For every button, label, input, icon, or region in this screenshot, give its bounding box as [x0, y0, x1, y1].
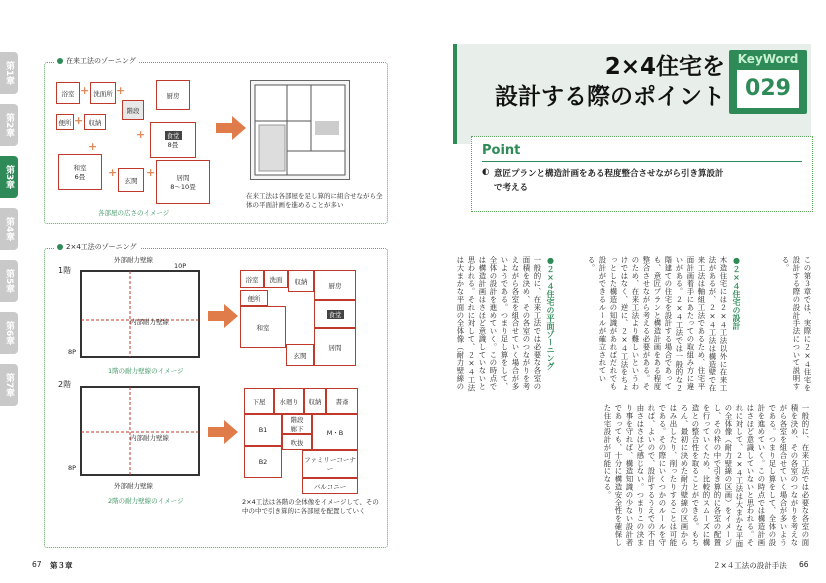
zoning-2x4-title-text: 2×4工法のゾーニング [66, 243, 137, 251]
point-box [471, 136, 813, 212]
f2-mb: M・B [312, 414, 358, 450]
dim-8p-2: 8P [68, 464, 77, 472]
plus-icon: + [108, 166, 118, 179]
tab-chapter-6[interactable]: 第6章 [0, 312, 18, 354]
f2-b2: B2 [244, 446, 282, 478]
heading-zoning: ●２×４住宅の平面ゾーニング [546, 256, 555, 370]
room-living-label: 居間 [176, 174, 190, 182]
left-footer-chapter: 第３章 [50, 561, 73, 570]
arrow-right-icon [208, 420, 238, 444]
keyword-number: 029 [737, 70, 799, 108]
f1-kitchen: 厨房 [314, 270, 356, 300]
bullet-icon [57, 244, 63, 250]
inner-wall-label-1: 内部耐力壁線 [130, 318, 169, 326]
body-zoning-part1: 一般的に、在来工法では必要な各室の面積を決め、その各室のつながりを考えながら各室を組合せていく場合が多いようである。つまり足し算をして、全体の設計を進めていく。この時点では構造計画はさほど意識していないと思われる。それに対して、２×４工法は大まかな平面の全体像（耐力壁線の [456, 256, 542, 392]
f2-hall-label: 廊下 [290, 425, 304, 433]
heading-2x4-design: ●２×４住宅の設計 [732, 256, 741, 330]
room-bath: 浴室 [56, 82, 80, 104]
room-washroom: 洗面所 [90, 82, 116, 104]
point-bullet-icon: ◐ [482, 167, 490, 177]
tab-chapter-4[interactable]: 第4章 [0, 208, 18, 250]
f1-storage: 収納 [288, 270, 314, 292]
f2-balcony: バルコニー [302, 478, 358, 494]
room-entrance: 玄関 [118, 168, 144, 192]
f1-entrance: 玄関 [286, 344, 314, 366]
bullet-icon [57, 58, 63, 64]
point-text-line1: 意匠プランと構造計画をある程度整合させながら引き算設計 [494, 169, 724, 179]
body-2x4-design: 木造住宅には２×４工法以外に在来工法があるが、２×４工法は構造壁で在来工法は軸組工法であるため、住宅平面計画着手にあたっての取組み方に違いがある。２×４工法では一般的な２階建ての住宅を設計する場合であっても、意匠プランと構造計画をある程度整合させながら考える必要がある。そのため、在来工法より難しいというわけではなく、逆に、２×４工法をちょっとした構造の知識があればだれでも設計ができるルールが確立されている。 [587, 256, 728, 392]
body-zoning-continued: 一般的に、在来工法では必要な各室の面積を決め、その各室のつながりを考えながら各室を組合せていく場合が多いようである。つまり足し算をして、全体の設計を進めていく。この時点では構造計画はさほど意識していないと思われる。それに対して、２×４工法は大まかな平面の全体像（耐力壁線の区画）をイメージし、その枠の中で引き算的に各室の配置を行っていくため、比較的スムーズに構造との整合性を取ることができる。もちろん、最初に決めた耐力壁線の区画からはみ出したり、削ったりすることは可能である。その際にいくつかのルールを守れば、よいので、設計するうえでの不自由さはさほど感じない。つまりこの決まり事を守れば、構造知識の少ない設計者であっても、十分に構造安全性を確保した住宅設計が可能になる。 [603, 404, 810, 548]
tab-chapter-3[interactable]: 第3章 [0, 156, 18, 198]
plus-icon: + [74, 114, 84, 127]
room-japanese [58, 154, 102, 190]
f1-living: 居間 [314, 328, 356, 366]
floor1-caption: 1階の耐力壁線のイメージ [108, 367, 184, 375]
traditional-plan-drawing [250, 80, 350, 180]
left-page [18, 0, 410, 583]
arrow-right-icon [216, 116, 246, 140]
floor2-wall-diagram [80, 386, 200, 478]
f2-water: 水廻り [274, 388, 304, 414]
zoning-2x4-caption: 2×4工法は各階の全体像をイメージして、その中の中で引き算的に各部屋を配置していく [242, 498, 379, 515]
tab-chapter-5[interactable]: 第5章 [0, 260, 18, 302]
page-title-line2: 設計する際のポイント [495, 84, 725, 110]
zoning-traditional-title-text: 在来工法のゾーニング [66, 57, 136, 65]
floor1-label: 1階 [58, 266, 72, 275]
room-japanese-size: 6畳 [74, 173, 86, 181]
page-title-line1: 2×4住宅を [604, 54, 725, 80]
f1-dining-label: 食堂 [328, 310, 342, 319]
traditional-plan-lines [251, 81, 349, 179]
f1-toilet: 便所 [240, 290, 268, 306]
point-divider [482, 161, 802, 162]
room-living [156, 160, 210, 204]
tab-chapter-2[interactable]: 第2章 [0, 104, 18, 146]
inner-wall-label-2: 内部耐力壁線 [130, 434, 169, 442]
zoning-2x4-title [54, 242, 140, 252]
zoning-traditional-caption: 在来工法は各部屋を足し算的に組合せながら全体の平面計画を進めることが多い [246, 192, 383, 209]
title-accent-bar [453, 44, 457, 144]
room-dining-label: 食堂 [166, 132, 180, 140]
keyword-badge [729, 50, 807, 114]
plus-icon: + [88, 140, 98, 153]
zoning-traditional-title [54, 56, 139, 66]
f1-japanese: 和室 [240, 306, 286, 348]
dim-10p-1: 10P [174, 262, 187, 270]
f2-family: ファミリーコーナー [302, 450, 358, 478]
plus-icon: + [146, 166, 156, 179]
dim-8p-1: 8P [68, 348, 77, 356]
f2-storage: 収納 [304, 388, 326, 414]
room-dining [150, 122, 196, 158]
f2-b1: B1 [244, 414, 282, 446]
plus-icon: + [136, 128, 146, 141]
floor2-label: 2階 [58, 380, 72, 389]
f2-well: 吹抜 [282, 434, 312, 450]
f1-bath: 浴室 [240, 270, 264, 288]
room-japanese-label: 和室 [73, 164, 87, 172]
zoning-traditional-caption-green: 各部屋の広さのイメージ [98, 209, 170, 217]
point-label: Point [482, 143, 521, 158]
room-kitchen: 厨房 [156, 80, 190, 110]
left-page-number: 67 [32, 560, 42, 569]
f2-stairs-label: 階段 [290, 416, 304, 424]
floor1-wall-diagram [80, 270, 200, 360]
room-living-size: 8～10畳 [170, 183, 196, 191]
arrow-right-icon [208, 304, 238, 328]
right-page-number: 66 [799, 560, 809, 569]
room-stairs: 階段 [122, 100, 144, 120]
f2-stairs [282, 414, 312, 434]
plus-icon: + [80, 84, 90, 97]
floor2-caption: 2階の耐力壁線のイメージ [108, 497, 184, 505]
keyword-label: KeyWord [737, 52, 799, 66]
room-dining-size: 8畳 [167, 141, 179, 149]
tab-chapter-1[interactable]: 第1章 [0, 52, 18, 94]
f2-study: 書斎 [326, 388, 358, 414]
right-footer-chapter-title: ２×４工法の設計手法 [713, 561, 787, 570]
room-storage: 収納 [84, 114, 106, 130]
right-page [413, 0, 826, 583]
room-toilet: 便所 [56, 114, 74, 130]
tab-chapter-7[interactable]: 第7章 [0, 364, 18, 406]
outer-wall-label-2: 外部耐力壁線 [114, 482, 153, 490]
body-intro: この第３章では、実際に２×４住宅を設計する際の設計手法について説明する。 [781, 256, 812, 392]
outer-wall-label-1: 外部耐力壁線 [114, 256, 153, 264]
f1-wash: 洗面 [264, 270, 288, 288]
f1-dining [314, 300, 356, 328]
f2-bedroom: 下屋 [244, 388, 274, 414]
point-text-line2: で考える [494, 183, 529, 193]
plus-icon: + [116, 84, 126, 97]
